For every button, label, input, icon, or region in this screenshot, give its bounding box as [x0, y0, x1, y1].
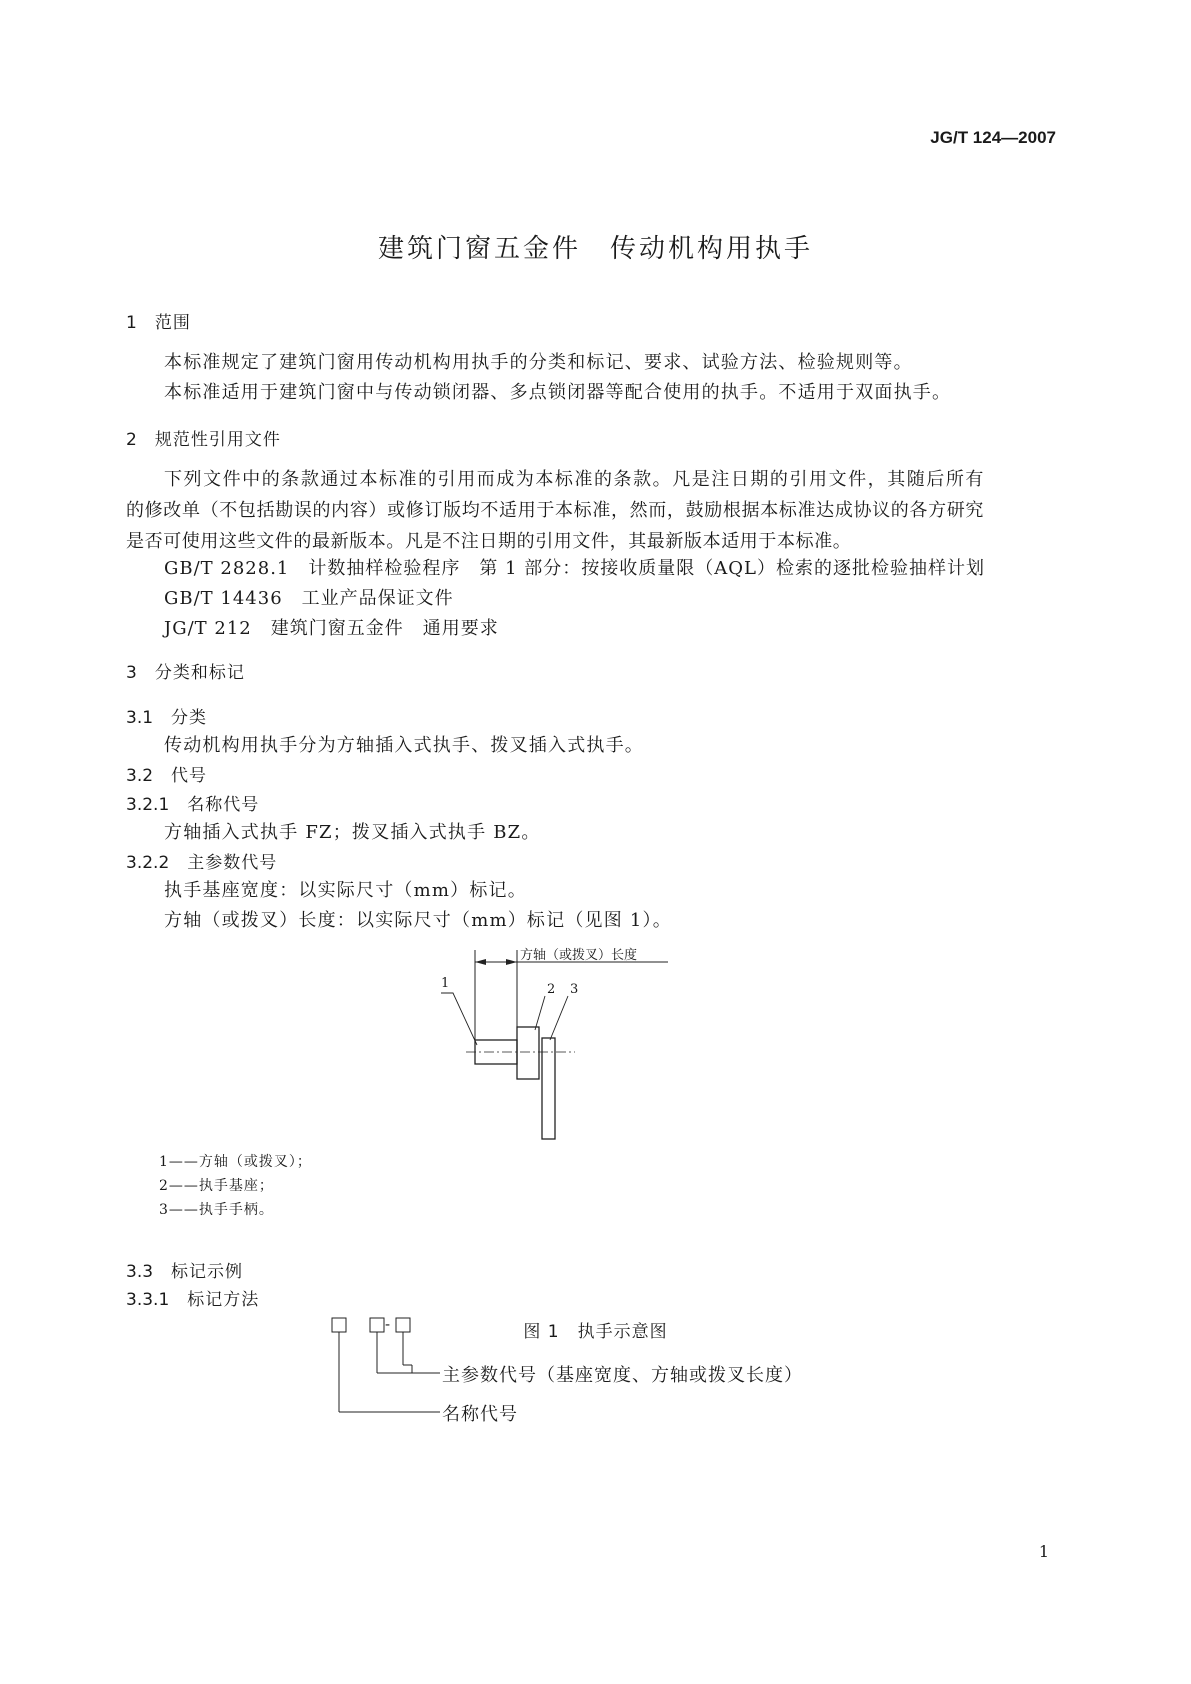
section-number: 3.2	[126, 766, 154, 786]
name-code-box	[332, 1318, 346, 1332]
section-title: 规范性引用文件	[154, 430, 281, 450]
section-number: 3.2.1	[126, 795, 170, 815]
section-title: 标记示例	[171, 1262, 244, 1282]
paragraph: 传动机构用执手分为方轴插入式执手、拨叉插入式执手。	[164, 735, 644, 756]
section-title: 名称代号	[187, 795, 260, 815]
reference-item: JG/T 212 建筑门窗五金件 通用要求	[164, 618, 499, 639]
paragraph-line: 的修改单（不包括勘误的内容）或修订版均不适用于本标准，然而，鼓励根据本标准达成协议的各方研究	[126, 500, 984, 521]
document-title: 建筑门窗五金件 传动机构用执手	[377, 234, 813, 264]
section-title: 分类	[171, 708, 208, 728]
section-number: 2	[126, 430, 137, 450]
section-number: 3.2.2	[126, 853, 170, 873]
callout-1: 1	[441, 976, 450, 991]
section-number: 1	[126, 313, 137, 333]
section-number: 3	[126, 663, 137, 683]
base-width-box	[370, 1318, 384, 1332]
legend-item: 2——执手基座；	[159, 1178, 274, 1194]
legend-item: 3——执手手柄。	[159, 1202, 274, 1218]
section-number: 3.3.1	[126, 1290, 170, 1310]
paragraph: 本标准规定了建筑门窗用传动机构用执手的分类和标记、要求、试验方法、检验规则等。	[164, 352, 913, 373]
separator-dash: -	[385, 1315, 391, 1333]
section-title: 范围	[154, 313, 191, 333]
legend-item: 1——方轴（或拨叉）；	[159, 1154, 312, 1170]
name-code-label: 名称代号	[442, 1404, 518, 1425]
section-title: 主参数代号	[187, 853, 278, 873]
figure-caption: 图 1 执手示意图	[523, 1322, 668, 1342]
paragraph: 本标准适用于建筑门窗中与传动锁闭器、多点锁闭器等配合使用的执手。不适用于双面执手。	[164, 382, 952, 403]
main-param-label: 主参数代号（基座宽度、方轴或拨叉长度）	[442, 1365, 803, 1386]
page-number: 1	[1038, 1542, 1049, 1561]
paragraph-line: 是否可使用这些文件的最新版本。凡是不注日期的引用文件，其最新版本适用于本标准。	[126, 531, 852, 552]
reference-item: GB/T 14436 工业产品保证文件	[164, 588, 454, 609]
section-number: 3.3	[126, 1262, 154, 1282]
callout-2: 2	[547, 982, 556, 997]
section-title: 代号	[171, 766, 208, 786]
paragraph-line: 下列文件中的条款通过本标准的引用而成为本标准的条款。凡是注日期的引用文件，其随后所有	[164, 469, 984, 490]
paragraph: 方轴（或拨叉）长度：以实际尺寸（mm）标记（见图 1）。	[164, 910, 672, 931]
section-number: 3.1	[126, 708, 154, 728]
paragraph: 方轴插入式执手 FZ；拨叉插入式执手 BZ。	[164, 822, 541, 843]
reference-item: GB/T 2828.1 计数抽样检验程序 第 1 部分：按接收质量限（AQL）检索的逐批检验抽样计划	[164, 558, 985, 579]
paragraph: 执手基座宽度：以实际尺寸（mm）标记。	[164, 880, 527, 901]
section-title: 分类和标记	[154, 663, 245, 683]
shaft-length-box	[396, 1318, 410, 1332]
standard-code: JG/T 124—2007	[930, 128, 1056, 147]
dimension-label: 方轴（或拨叉）长度	[520, 948, 638, 963]
callout-3: 3	[570, 982, 579, 997]
section-title: 标记方法	[187, 1290, 260, 1310]
